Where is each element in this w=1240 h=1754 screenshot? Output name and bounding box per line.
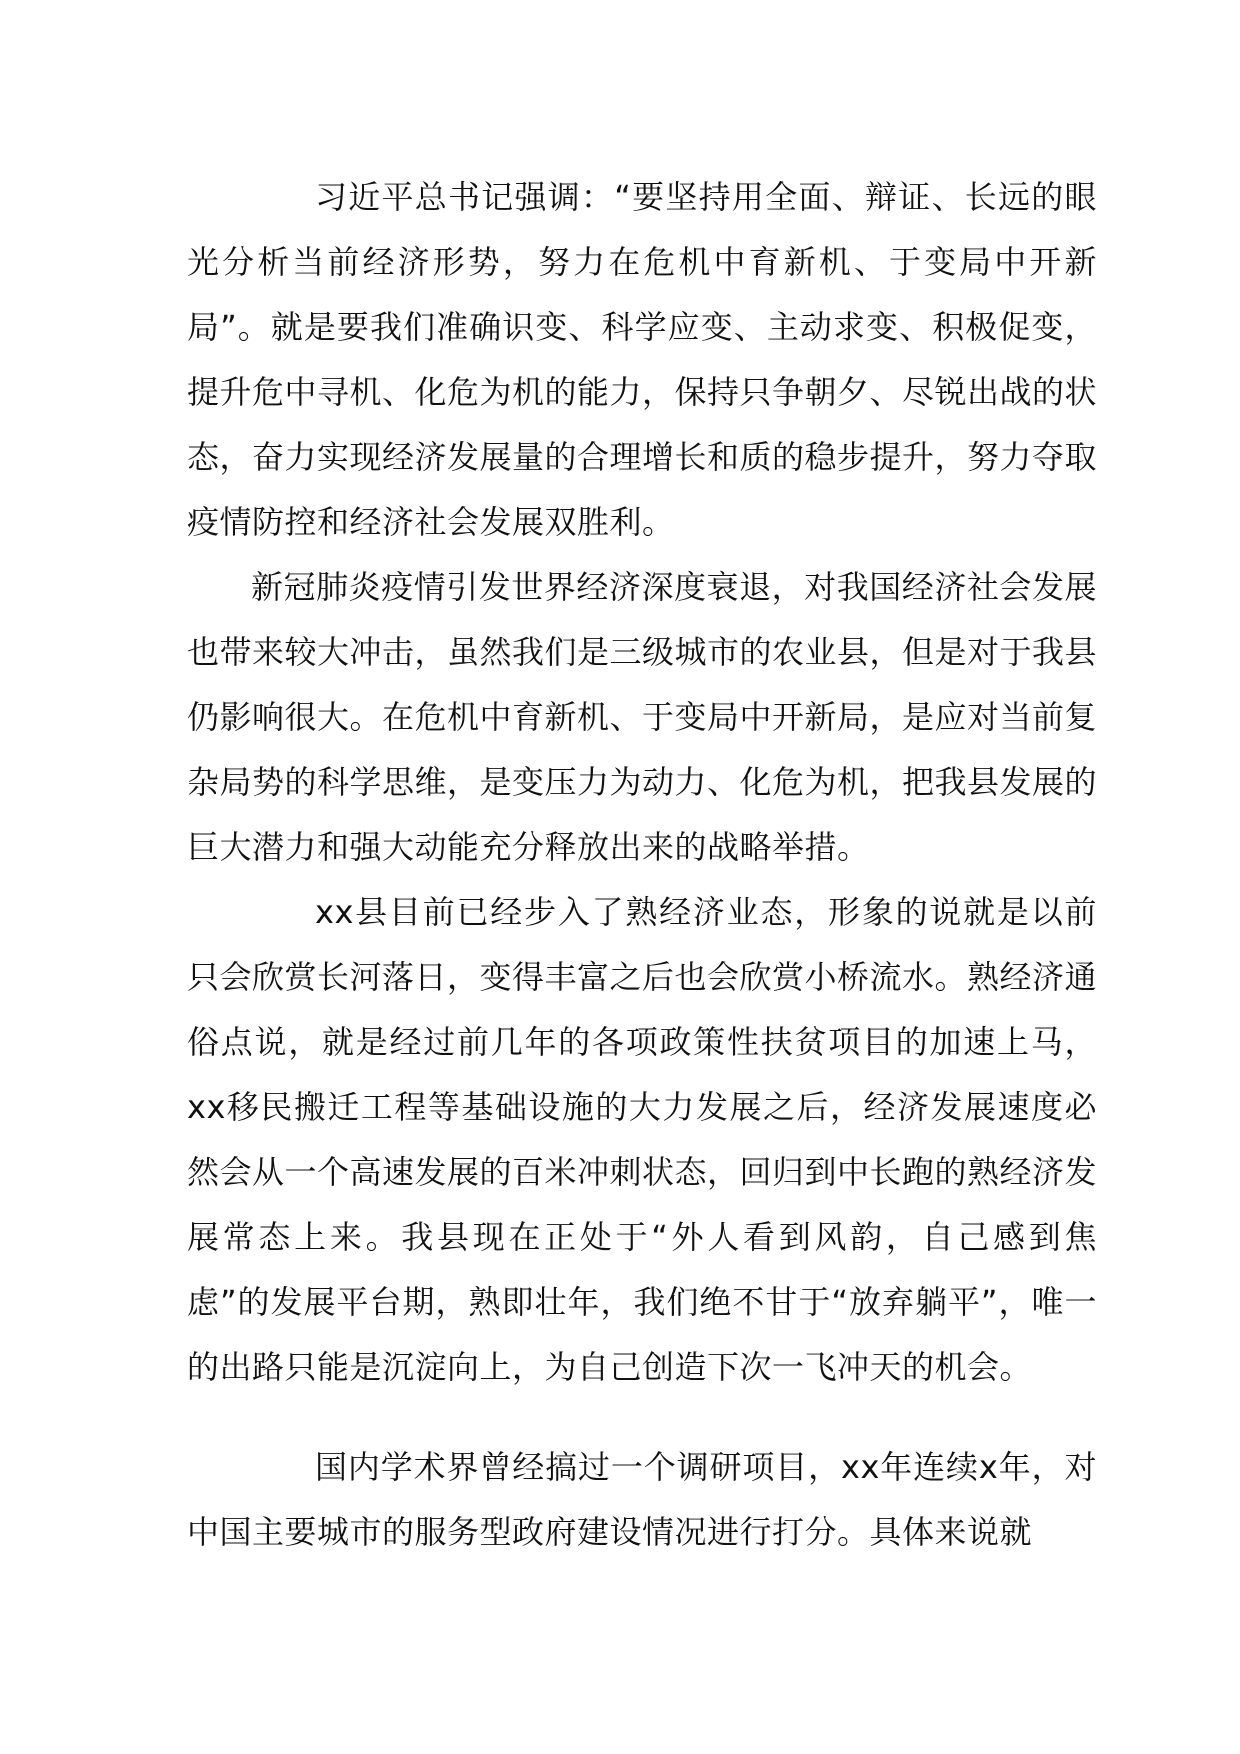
paragraph-4: 国内学术界曾经搞过一个调研项目，xx年连续x年，对中国主要城市的服务型政府建设情况进行打分。具体来说就	[187, 1448, 1097, 1551]
paragraph-2: 新冠肺炎疫情引发世界经济深度衰退，对我国经济社会发展也带来较大冲击，虽然我们是三级城市的农业县，但是对于我县仍影响很大。在危机中育新机、于变局中开新局，是应对当前复杂局势的科学思维，是变压力为动力、化危为机，把我县发展的巨大潜力和强大动能充分释放出来的战略举措。	[187, 568, 1098, 866]
paragraph-1: 习近平总书记强调：“要坚持用全面、辩证、长远的眼光分析当前经济形势，努力在危机中育新机、于变局中开新局”。就是要我们准确识变、科学应变、主动求变、积极促变，提升危中寻机、化危为机的能力，保持只争朝夕、尽锐出战的状态，奋力实现经济发展量的合理增长和质的稳步提升，努力夺取疫情防控和经济社会发展双胜利。	[187, 178, 1098, 541]
paragraph-3: xx县目前已经步入了熟经济业态，形象的说就是以前只会欣赏长河落日，变得丰富之后也会欣赏小桥流水。熟经济通俗点说，就是经过前几年的各项政策性扶贫项目的加速上马，xx移民搬迁工程等基础设施的大力发展之后，经济发展速度必然会从一个高速发展的百米冲刺状态，回归到中长跑的熟经济发展常态上来。我县现在正处于“外人看到风韵，自己感到焦虑”的发展平台期，熟即壮年，我们绝不甘于“放弃躺平”，唯一的出路只能是沉淀向上，为自己创造下次一飞冲天的机会。	[187, 893, 1098, 1386]
